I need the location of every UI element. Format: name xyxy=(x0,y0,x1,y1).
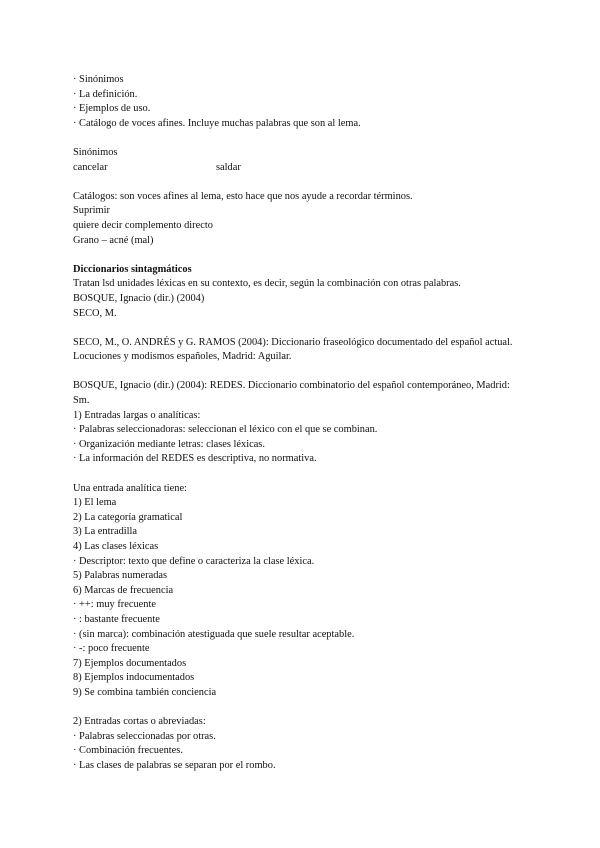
spacer xyxy=(73,131,523,146)
list-item: 1) El lema xyxy=(73,497,117,509)
list-item: · Descriptor: texto que define o caracteriza la clase léxica. xyxy=(73,555,315,567)
list-item: · : bastante frecuente xyxy=(73,613,160,625)
reference-seco: SECO, M., O. ANDRÉS y G. RAMOS (2004): Diccionario fraseológico documentado del español actual. Locuciones y modismos españoles, Madrid: Aguilar. xyxy=(73,336,513,363)
section-heading: Diccionarios sintagmáticos xyxy=(73,263,192,275)
list-item: 7) Ejemplos documentados xyxy=(73,657,187,669)
list-item: · Las clases de palabras se separan por el rombo. xyxy=(73,759,276,771)
list-item: · -: poco frecuente xyxy=(73,643,150,655)
list-item: 1) Entradas largas o analíticas: xyxy=(73,409,201,421)
list-item: · Organización mediante letras: clases léxicas. xyxy=(73,438,265,450)
spacer xyxy=(73,321,523,336)
list-item: · Ejemplos de uso. xyxy=(73,103,151,115)
list-item: · Catálogo de voces afines. Incluye muchas palabras que son al lema. xyxy=(73,117,361,129)
spacer xyxy=(73,175,523,190)
catalogs-text: Grano – acné (mal) xyxy=(73,234,154,246)
spacer xyxy=(73,467,523,482)
synonym-right: saldar xyxy=(216,161,241,173)
list-item: 5) Palabras numeradas xyxy=(73,570,168,582)
list-item: · ++: muy frecuente xyxy=(73,599,156,611)
document-body xyxy=(73,73,523,774)
list-item: 3) La entradilla xyxy=(73,526,138,538)
synonyms-title: Sinónimos xyxy=(73,146,118,158)
spacer xyxy=(73,365,523,380)
spacer xyxy=(73,248,523,263)
synonyms-row xyxy=(73,161,523,176)
list-item: · La información del REDES es descriptiva, no normativa. xyxy=(73,453,317,465)
synonym-left: cancelar xyxy=(73,161,108,173)
list-item: Una entrada analítica tiene: xyxy=(73,482,187,494)
list-item: 8) Ejemplos indocumentados xyxy=(73,672,195,684)
section-intro: Tratan lsd unidades léxicas en su contexto, es decir, según la combinación con otras palabras. xyxy=(73,278,461,290)
catalogs-text: Catálogos: son voces afines al lema, esto hace que nos ayude a recordar términos. xyxy=(73,190,413,202)
list-item: 2) Entradas cortas o abreviadas: xyxy=(73,716,206,728)
list-item: · (sin marca): combinación atestiguada que suele resultar aceptable. xyxy=(73,628,355,640)
catalogs-text: Suprimir xyxy=(73,205,110,217)
list-item: · La definición. xyxy=(73,88,138,100)
list-item: 4) Las clases léxicas xyxy=(73,541,159,552)
list-item: 2) La categoría gramatical xyxy=(73,511,183,523)
spacer xyxy=(73,701,523,716)
list-item: · Combinación frecuentes. xyxy=(73,745,183,757)
reference-bosque: BOSQUE, Ignacio (dir.) (2004): REDES. Diccionario combinatorio del español contemporáneo, Madrid: Sm. xyxy=(73,380,510,407)
list-item: 6) Marcas de frecuencia xyxy=(73,584,174,596)
list-item: · Palabras seleccionadas por otras. xyxy=(73,730,216,742)
reference: SECO, M. xyxy=(73,307,117,319)
reference: BOSQUE, Ignacio (dir.) (2004) xyxy=(73,292,205,304)
catalogs-text: quiere decir complemento directo xyxy=(73,219,213,231)
list-item: · Palabras seleccionadoras: seleccionan el léxico con el que se combinan. xyxy=(73,424,378,436)
list-item: · Sinónimos xyxy=(73,74,124,85)
list-item: 9) Se combina también conciencia xyxy=(73,686,217,698)
